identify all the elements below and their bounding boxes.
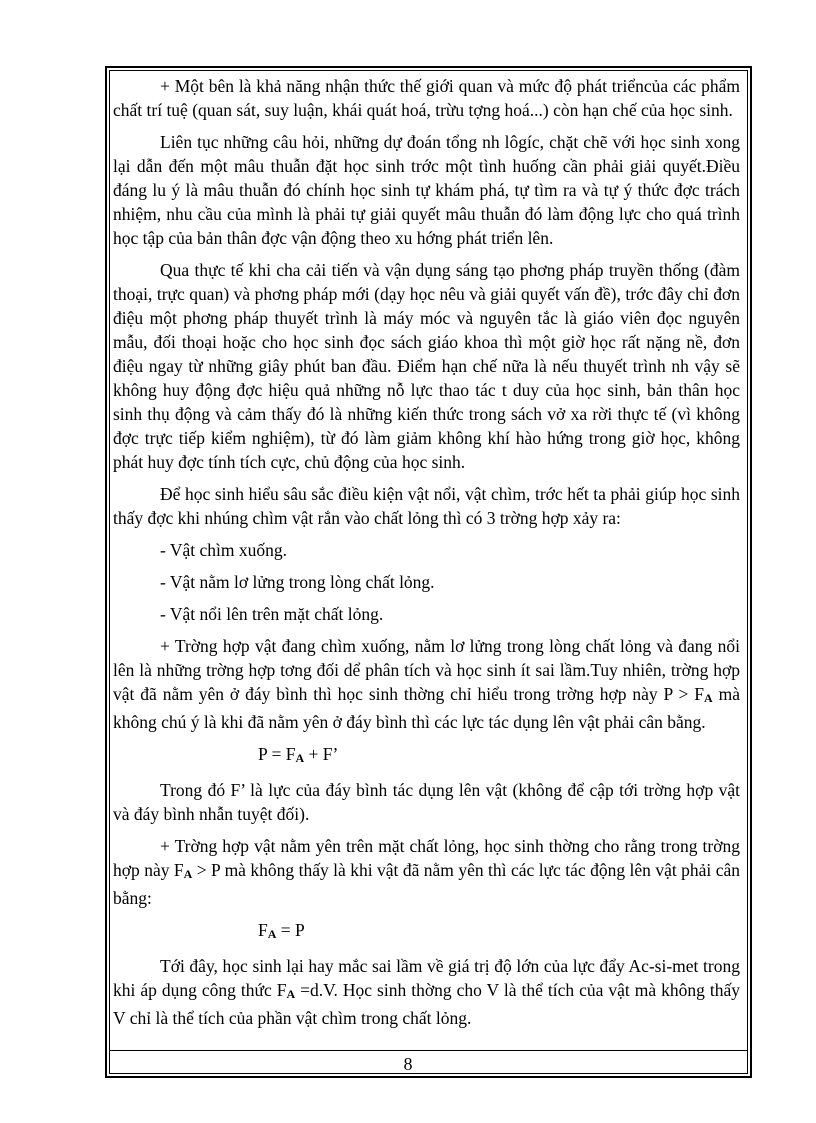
subscript: A [704,691,713,705]
formula-part: = P [276,920,305,940]
page-number: 8 [403,1054,413,1074]
document-body [113,74,740,1038]
formula-part: F [258,920,268,940]
paragraph-text: Tới đây, học sinh lại hay mắc sai lầm về giá trị độ lớn của lực đẩy Ac-si-met trong khi áp dụng công thức F [113,956,740,1000]
formula [113,918,740,946]
paragraph: Để học sinh hiểu sâu sắc điều kiện vật nổi, vật chìm, trớc hết ta phải giúp học sinh thấy đợc khi nhúng chìm vật rắn vào chất lỏng thì có 3 trờng hợp xảy ra: [113,484,740,528]
subscript: A [183,867,193,881]
paragraph-text: > P mà không thấy là khi vật đã nằm yên thì các lực tác động lên vật phải cân bằng: [113,860,740,908]
formula-part: + F’ [304,744,339,764]
paragraph-text: mà không chú ý là khi đã nằm yên ở đáy bình thì các lực tác dụng lên vật phải cân bằng. [113,684,740,732]
paragraph: Liên tục những câu hỏi, những dự đoán tổng nh lôgíc, chặt chẽ với học sinh xong lại dẫn đến một mâu thuẫn đặt học sinh trớc một tình huống cần phải giải quyết.Điều đáng lu ý là mâu thuẫn đó chính học sinh tự khám phá, tự tìm ra và tự ý thức đợc trách nhiệm, nhu cầu của mình là phải tự giải quyết mâu thuẫn đó làm động lực cho quá trình học tập của bản thân đợc vận động theo xu hớng phát triển lên. [113,132,740,248]
paragraph [113,954,740,1030]
formula [113,742,740,770]
subscript: A [295,751,305,765]
paragraph: Qua thực tế khi cha cải tiến và vận dụng sáng tạo phơng pháp truyền thống (đàm thoại, trực quan) và phơng pháp mới (dạy học nêu và giải quyết vấn đề), trớc đây chỉ đơn điệu một phơng pháp thuyết trình là máy móc và nguyên tắc là giáo viên đọc nguyên mẫu, đối thoại hoặc cho học sinh đọc sách giáo khoa thì một giờ học rất nặng nề, đơn điệu ngay từ những giây phút ban đầu. Điểm hạn chế nữa là nếu thuyết trình nh vậy sẽ không huy động đợc hiệu quả những nỗ lực thao tác t duy của học sinh, bản thân học sinh thụ động và cảm thấy đó là những kiến thức trong sách vở xa rời thực tế (vì không đợc trực tiếp kiểm nghiệm), từ đó làm giảm không khí hào hứng trong giờ học, không phát huy đợc tính tích cực, chủ động của học sinh. [113,260,740,472]
list-item: - Vật nằm lơ lửng trong lòng chất lỏng. [160,572,435,592]
paragraph: Trong đó F’ là lực của đáy bình tác dụng lên vật (không để cập tới trờng hợp vật và đáy bình nhẫn tuyệt đối). [113,780,740,824]
footer-divider [109,1050,748,1051]
paragraph-text: + Trờng hợp vật đang chìm xuống, nằm lơ lửng trong lòng chất lỏng và đang nổi lên là những trờng hợp tơng đối dể phân tích và học sinh ít sai lầm.Tuy nhiên, trờng hợp vật đã nằm yên ở đáy bình thì học sinh thờng chỉ hiểu trong trờng hợp này P > F [113,636,740,704]
paragraph-text: + Trờng hợp vật nằm yên trên mặt chất lỏng, học sinh thờng cho rằng trong trờng hợp này F [113,836,740,880]
subscript: A [286,987,296,1001]
list-item: - Vật nổi lên trên mặt chất lỏng. [160,604,384,624]
paragraph: + Một bên là khả năng nhận thức thế giới quan và mức độ phát triểncủa các phẩm chất trí tuệ (quan sát, suy luận, khái quát hoá, trừu tợng hoá...) còn hạn chế của học sinh. [113,76,740,120]
paragraph [113,834,740,910]
formula-part: P = F [258,744,296,764]
paragraph-text: =d.V. Học sinh thờng cho V là thể tích của vật mà không thấy V chỉ là thể tích của phần vật chìm trong chất lỏng. [113,980,740,1028]
list-item: - Vật chìm xuống. [160,540,288,560]
paragraph [113,634,740,734]
subscript: A [267,927,277,941]
